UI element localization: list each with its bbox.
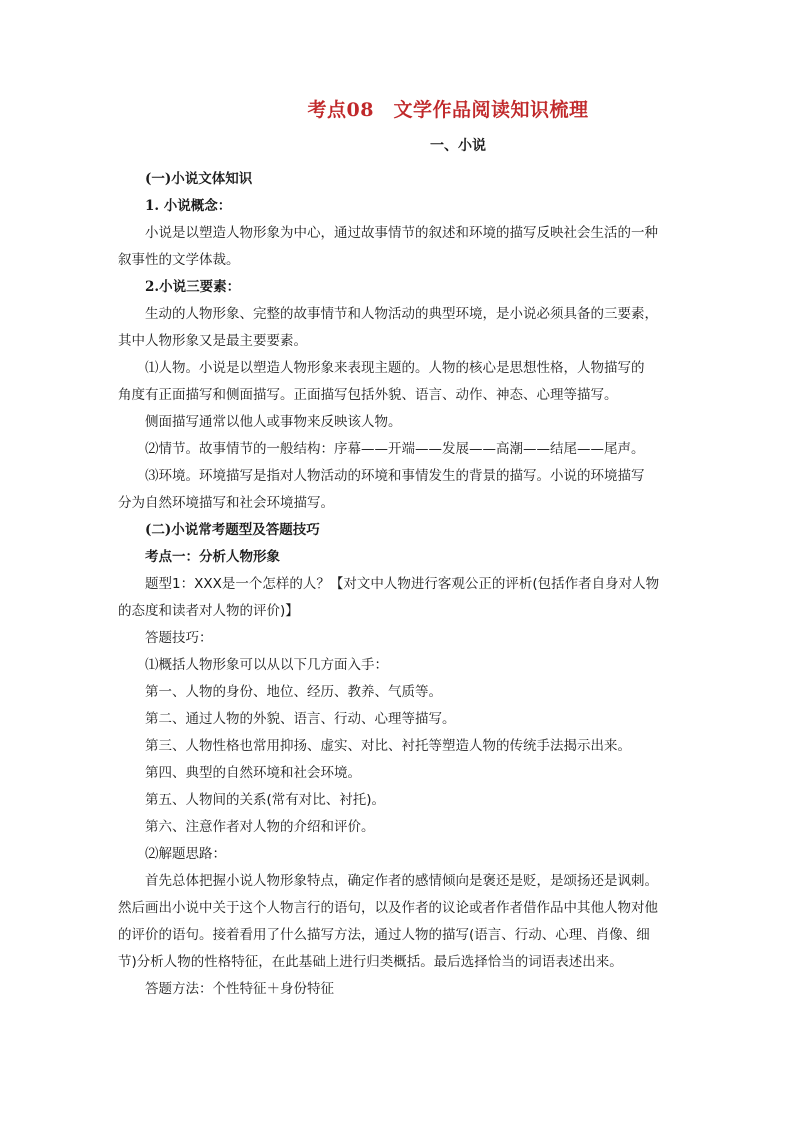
- text-line: 第三、人物性格也常用抑扬、虚实、对比、衬托等塑造人物的传统手法揭示出来。: [145, 738, 631, 754]
- text-line: 的评价的语句。接着看用了什么描写方法，通过人物的描写(语言、行动、心理、肖像、细: [118, 927, 650, 943]
- section-title: 一、小说: [430, 138, 486, 154]
- text-line: 分为自然环境描写和社会环境描写。: [118, 495, 334, 511]
- text-line: 然后画出小说中关于这个人物言行的语句，以及作者的议论或者作者借作品中其他人物对他: [118, 900, 658, 916]
- text-line: 首先总体把握小说人物形象特点，确定作者的感情倾向是褒还是贬，是颂扬还是讽刺。: [145, 873, 658, 889]
- text-line: 答题技巧：: [145, 630, 213, 646]
- text-line: ⑴概括人物形象可以从以下几方面入手：: [145, 657, 388, 673]
- text-line: 的态度和读者对人物的评价)】: [118, 603, 299, 619]
- text-line: 第四、典型的自然环境和社会环境。: [145, 765, 361, 781]
- text-line: 第五、人物间的关系(常有对比、衬托)。: [145, 792, 386, 808]
- text-line: 2.小说三要素：: [145, 279, 241, 295]
- text-line: ⑵解题思路：: [145, 846, 226, 862]
- text-line: 角度有正面描写和侧面描写。正面描写包括外貌、语言、动作、神态、心理等描写。: [118, 387, 618, 403]
- text-line: 侧面描写通常以他人或事物来反映该人物。: [145, 414, 402, 430]
- page-title: 考点08 文学作品阅读知识梳理: [307, 99, 589, 121]
- body-text: [118, 166, 678, 1003]
- text-line: ⑴人物。小说是以塑造人物形象来表现主题的。人物的核心是思想性格，人物描写的: [145, 360, 645, 376]
- text-line: 第一、人物的身份、地位、经历、教养、气质等。: [145, 684, 442, 700]
- text-line: 第二、通过人物的外貌、语言、行动、心理等描写。: [145, 711, 456, 727]
- text-line: 1. 小说概念：: [145, 198, 232, 214]
- text-line: 答题方法：个性特征＋身份特征: [145, 981, 334, 997]
- text-line: 叙事性的文学体裁。: [118, 252, 240, 268]
- text-line: 小说是以塑造人物形象为中心，通过故事情节的叙述和环境的描写反映社会生活的一种: [145, 225, 658, 241]
- text-line: (二)小说常考题型及答题技巧: [145, 522, 320, 538]
- document-content: [118, 96, 678, 1003]
- text-line: 节)分析人物的性格特征，在此基础上进行归类概括。最后选择恰当的词语表述出来。: [118, 954, 623, 970]
- text-line: 题型1：XXX是一个怎样的人？【对文中人物进行客观公正的评析(包括作者自身对人物: [145, 576, 660, 592]
- text-line: 生动的人物形象、完整的故事情节和人物活动的典型环境，是小说必须具备的三要素，: [145, 306, 658, 322]
- text-line: 考点一：分析人物形象: [145, 549, 280, 565]
- text-line: ⑵情节。故事情节的一般结构：序幕——开端——发展——高潮——结尾——尾声。: [145, 441, 645, 457]
- text-line: 第六、注意作者对人物的介绍和评价。: [145, 819, 375, 835]
- text-line: ⑶环境。环境描写是指对人物活动的环境和事情发生的背景的描写。小说的环境描写: [145, 468, 645, 484]
- text-line: (一)小说文体知识: [145, 171, 253, 187]
- text-line: 其中人物形象又是最主要要素。: [118, 333, 307, 349]
